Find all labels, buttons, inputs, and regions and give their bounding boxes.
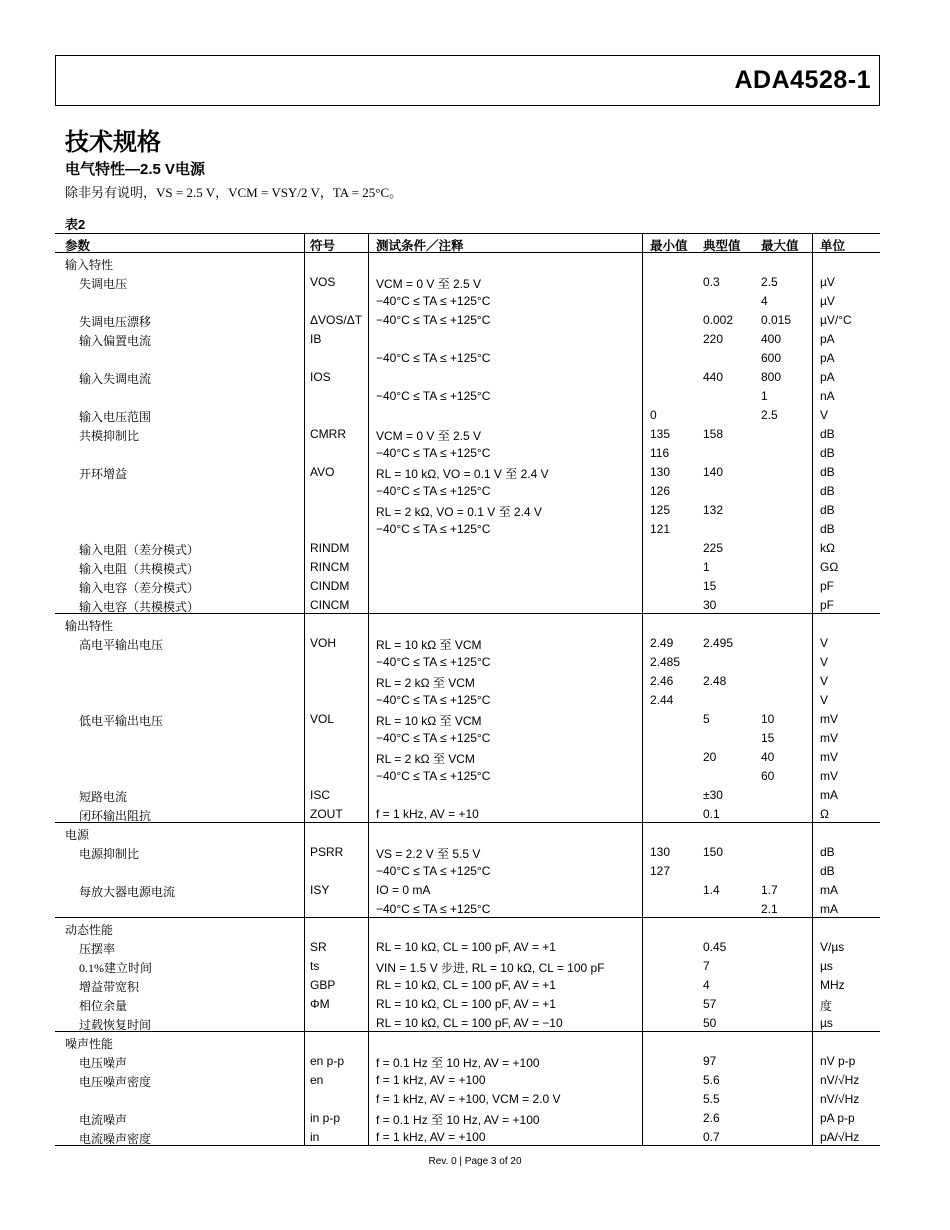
typ-cell: 0.3	[703, 275, 720, 289]
max-cell: 4	[761, 294, 768, 308]
table-row	[55, 348, 880, 367]
unit-cell: dB	[820, 845, 835, 859]
param-cell: 高电平输出电压	[79, 638, 164, 652]
typ-cell: 5	[703, 712, 710, 726]
symbol-cell: RINCM	[310, 560, 350, 574]
condition-cell: VS = 2.2 V 至 5.5 V	[376, 847, 481, 861]
table-row	[55, 424, 880, 443]
param-cell: 输出特性	[65, 619, 114, 633]
unit-cell: pA	[820, 370, 835, 384]
max-cell: 800	[761, 370, 782, 384]
unit-cell: mV	[820, 712, 838, 726]
table-body	[55, 253, 880, 1146]
condition-cell: −40°C ≤ TA ≤ +125°C	[376, 294, 491, 308]
unit-cell: dB	[820, 484, 835, 498]
symbol-cell: IB	[310, 332, 322, 346]
col-header-unit: 单位	[820, 239, 846, 253]
section-header-row	[55, 253, 880, 272]
param-cell: 电压噪声	[79, 1056, 128, 1070]
unit-cell: pA	[820, 332, 835, 346]
section-header-row	[55, 918, 880, 937]
param-cell: 输入电压范围	[79, 410, 152, 424]
table-row	[55, 405, 880, 424]
table-row	[55, 1013, 880, 1032]
table-row	[55, 386, 880, 405]
condition-cell: RL = 2 kΩ 至 VCM	[376, 676, 475, 690]
unit-cell: mA	[820, 883, 838, 897]
typ-cell: 2.495	[703, 636, 734, 650]
condition-cell: f = 1 kHz, AV = +100	[376, 1073, 486, 1087]
typ-cell: 440	[703, 370, 724, 384]
typ-cell: 0.45	[703, 940, 727, 954]
param-cell: 输入电容（共模模式）	[79, 600, 200, 614]
param-cell: 短路电流	[79, 790, 128, 804]
min-cell: 116	[650, 446, 670, 460]
condition-cell: RL = 2 kΩ, VO = 0.1 V 至 2.4 V	[376, 505, 542, 519]
min-cell: 2.46	[650, 674, 674, 688]
table-row	[55, 937, 880, 956]
symbol-cell: CINCM	[310, 598, 350, 612]
symbol-cell: RINDM	[310, 541, 350, 555]
typ-cell: 5.5	[703, 1092, 720, 1106]
condition-cell: −40°C ≤ TA ≤ +125°C	[376, 655, 491, 669]
min-cell: 0	[650, 408, 657, 422]
symbol-cell: CINDM	[310, 579, 350, 593]
symbol-cell: GBP	[310, 978, 336, 992]
condition-cell: IO = 0 mA	[376, 883, 431, 897]
condition-cell: VCM = 0 V 至 2.5 V	[376, 277, 482, 291]
col-header-max: 最大值	[761, 239, 799, 253]
typ-cell: 220	[703, 332, 724, 346]
table-row	[55, 1127, 880, 1146]
condition-cell: VCM = 0 V 至 2.5 V	[376, 429, 482, 443]
min-cell: 127	[650, 864, 671, 878]
max-cell: 0.015	[761, 313, 792, 327]
param-cell: 电流噪声	[79, 1113, 128, 1127]
unit-cell: V	[820, 408, 829, 422]
condition-cell: RL = 2 kΩ 至 VCM	[376, 752, 475, 766]
condition-cell: f = 1 kHz, AV = +100, VCM = 2.0 V	[376, 1092, 561, 1106]
symbol-cell: ZOUT	[310, 807, 343, 821]
unit-cell: pA/√Hz	[820, 1130, 860, 1144]
table-row	[55, 367, 880, 386]
typ-cell: 30	[703, 598, 717, 612]
param-cell: 失调电压漂移	[79, 315, 152, 329]
condition-cell: RL = 10 kΩ, CL = 100 pF, AV = +1	[376, 978, 556, 992]
param-cell: 每放大器电源电流	[79, 885, 176, 899]
table-row	[55, 272, 880, 291]
condition-cell: RL = 10 kΩ, CL = 100 pF, AV = −10	[376, 1016, 563, 1030]
table-row	[55, 462, 880, 481]
symbol-cell: PSRR	[310, 845, 344, 859]
spec-table	[55, 233, 880, 1146]
unit-cell: µs	[820, 1016, 833, 1030]
symbol-cell: ISC	[310, 788, 331, 802]
param-cell: 电流噪声密度	[79, 1132, 152, 1146]
max-cell: 15	[761, 731, 775, 745]
unit-cell: pF	[820, 579, 835, 593]
condition-cell: RL = 10 kΩ 至 VCM	[376, 638, 482, 652]
param-cell: 增益带宽积	[79, 980, 140, 994]
param-cell: 电压噪声密度	[79, 1075, 152, 1089]
typ-cell: 0.7	[703, 1130, 720, 1144]
param-cell: 噪声性能	[65, 1037, 114, 1051]
unit-cell: kΩ	[820, 541, 835, 555]
param-cell: 动态性能	[65, 923, 114, 937]
condition-cell: RL = 10 kΩ, VO = 0.1 V 至 2.4 V	[376, 467, 549, 481]
symbol-cell: ts	[310, 959, 320, 973]
table-row	[55, 652, 880, 671]
unit-cell: µV/°C	[820, 313, 852, 327]
param-cell: 输入特性	[65, 258, 114, 272]
table-row	[55, 1051, 880, 1070]
table-row	[55, 310, 880, 329]
min-cell: 130	[650, 845, 671, 859]
condition-cell: −40°C ≤ TA ≤ +125°C	[376, 693, 491, 707]
table-row	[55, 861, 880, 880]
condition-cell: RL = 10 kΩ 至 VCM	[376, 714, 482, 728]
symbol-cell: VOH	[310, 636, 337, 650]
col-header-typ: 典型值	[703, 239, 741, 253]
table-row	[55, 899, 880, 918]
min-cell: 121	[650, 522, 671, 536]
table-row	[55, 671, 880, 690]
max-cell: 2.1	[761, 902, 778, 916]
column-divider	[812, 233, 813, 1146]
typ-cell: 50	[703, 1016, 717, 1030]
symbol-cell: SR	[310, 940, 327, 954]
unit-cell: mV	[820, 750, 838, 764]
table-row	[55, 842, 880, 861]
table-row	[55, 538, 880, 557]
typ-cell: ±30	[703, 788, 723, 802]
table-row	[55, 880, 880, 899]
max-cell: 10	[761, 712, 775, 726]
param-cell: 输入失调电流	[79, 372, 152, 386]
param-cell: 开环增益	[79, 467, 128, 481]
col-header-min: 最小值	[650, 239, 688, 253]
typ-cell: 97	[703, 1054, 717, 1068]
param-cell: 低电平输出电压	[79, 714, 164, 728]
symbol-cell: VOL	[310, 712, 335, 726]
param-cell: 相位余量	[79, 999, 128, 1013]
typ-cell: 2.48	[703, 674, 727, 688]
unit-cell: pA	[820, 351, 835, 365]
column-divider	[368, 233, 369, 1146]
param-cell: 0.1%建立时间	[79, 961, 152, 975]
min-cell: 2.49	[650, 636, 674, 650]
condition-cell: RL = 10 kΩ, CL = 100 pF, AV = +1	[376, 997, 556, 1011]
table-row	[55, 1089, 880, 1108]
typ-cell: 20	[703, 750, 717, 764]
table-row	[55, 557, 880, 576]
condition-cell: −40°C ≤ TA ≤ +125°C	[376, 446, 491, 460]
param-cell: 过载恢复时间	[79, 1018, 152, 1032]
unit-cell: dB	[820, 522, 835, 536]
param-cell: 电源	[65, 828, 90, 842]
param-cell: 共模抑制比	[79, 429, 140, 443]
unit-cell: pF	[820, 598, 835, 612]
max-cell: 60	[761, 769, 775, 783]
unit-cell: µV	[820, 294, 835, 308]
param-cell: 电源抑制比	[79, 847, 140, 861]
table-row	[55, 747, 880, 766]
symbol-cell: CMRR	[310, 427, 346, 441]
typ-cell: 1	[703, 560, 710, 574]
table-row	[55, 728, 880, 747]
condition-cell: f = 1 kHz, AV = +100	[376, 1130, 486, 1144]
unit-cell: mA	[820, 788, 838, 802]
header-box	[55, 55, 880, 106]
table-row	[55, 443, 880, 462]
condition-cell: RL = 10 kΩ, CL = 100 pF, AV = +1	[376, 940, 556, 954]
section-header-row	[55, 1032, 880, 1051]
typ-cell: 140	[703, 465, 724, 479]
min-cell: 126	[650, 484, 671, 498]
table-row	[55, 576, 880, 595]
param-cell: 输入偏置电流	[79, 334, 152, 348]
conditions-note: 除非另有说明，VS = 2.5 V，VCM = VSY/2 V，TA = 25°C。	[65, 185, 403, 200]
param-cell: 压摆率	[79, 942, 116, 956]
unit-cell: V	[820, 655, 829, 669]
typ-cell: 132	[703, 503, 724, 517]
condition-cell: −40°C ≤ TA ≤ +125°C	[376, 864, 491, 878]
section-subtitle: 电气特性—2.5 V电源	[65, 161, 206, 178]
unit-cell: mA	[820, 902, 838, 916]
unit-cell: µV	[820, 275, 835, 289]
typ-cell: 0.1	[703, 807, 720, 821]
unit-cell: mV	[820, 731, 838, 745]
symbol-cell: ISY	[310, 883, 330, 897]
condition-cell: −40°C ≤ TA ≤ +125°C	[376, 522, 491, 536]
max-cell: 2.5	[761, 275, 778, 289]
table-row	[55, 500, 880, 519]
table-row	[55, 519, 880, 538]
table-row	[55, 329, 880, 348]
symbol-cell: ΔVOS/ΔT	[310, 313, 363, 327]
condition-cell: f = 0.1 Hz 至 10 Hz, AV = +100	[376, 1113, 540, 1127]
table-row	[55, 595, 880, 614]
unit-cell: dB	[820, 503, 835, 517]
min-cell: 2.44	[650, 693, 674, 707]
unit-cell: mV	[820, 769, 838, 783]
min-cell: 130	[650, 465, 671, 479]
table-row	[55, 994, 880, 1013]
column-divider	[304, 233, 305, 1146]
typ-cell: 5.6	[703, 1073, 720, 1087]
condition-cell: VIN = 1.5 V 步进, RL = 10 kΩ, CL = 100 pF	[376, 961, 605, 975]
unit-cell: nV/√Hz	[820, 1073, 860, 1087]
symbol-cell: ΦM	[310, 997, 330, 1011]
symbol-cell: VOS	[310, 275, 336, 289]
condition-cell: −40°C ≤ TA ≤ +125°C	[376, 484, 491, 498]
table-row	[55, 766, 880, 785]
condition-cell: −40°C ≤ TA ≤ +125°C	[376, 731, 491, 745]
unit-cell: µs	[820, 959, 833, 973]
condition-cell: f = 0.1 Hz 至 10 Hz, AV = +100	[376, 1056, 540, 1070]
typ-cell: 15	[703, 579, 717, 593]
param-cell: 输入电容（差分模式）	[79, 581, 200, 595]
table-label: 表2	[65, 217, 86, 232]
condition-cell: −40°C ≤ TA ≤ +125°C	[376, 902, 491, 916]
symbol-cell: en p-p	[310, 1054, 345, 1068]
param-cell: 失调电压	[79, 277, 128, 291]
unit-cell: MHz	[820, 978, 845, 992]
max-cell: 400	[761, 332, 782, 346]
typ-cell: 158	[703, 427, 724, 441]
unit-cell: nV p-p	[820, 1054, 856, 1068]
min-cell: 2.485	[650, 655, 681, 669]
table-row	[55, 481, 880, 500]
table-row	[55, 956, 880, 975]
typ-cell: 0.002	[703, 313, 734, 327]
table-header-row	[55, 233, 880, 253]
unit-cell: V	[820, 674, 829, 688]
unit-cell: V	[820, 636, 829, 650]
unit-cell: GΩ	[820, 560, 839, 574]
min-cell: 135	[650, 427, 671, 441]
column-divider	[642, 233, 643, 1146]
unit-cell: pA p-p	[820, 1111, 855, 1125]
page-footer: Rev. 0 | Page 3 of 20	[428, 1156, 522, 1167]
param-cell: 输入电阻（差分模式）	[79, 543, 200, 557]
table-row	[55, 1070, 880, 1089]
param-cell: 闭环输出阻抗	[79, 809, 152, 823]
symbol-cell: en	[310, 1073, 324, 1087]
condition-cell: −40°C ≤ TA ≤ +125°C	[376, 351, 491, 365]
typ-cell: 2.6	[703, 1111, 720, 1125]
unit-cell: Ω	[820, 807, 829, 821]
param-cell: 输入电阻（共模模式）	[79, 562, 200, 576]
table-row	[55, 709, 880, 728]
condition-cell: −40°C ≤ TA ≤ +125°C	[376, 769, 491, 783]
unit-cell: V	[820, 693, 829, 707]
table-row	[55, 975, 880, 994]
section-header-row	[55, 614, 880, 633]
col-header-symbol: 符号	[310, 239, 336, 253]
typ-cell: 4	[703, 978, 710, 992]
table-row	[55, 633, 880, 652]
max-cell: 600	[761, 351, 782, 365]
condition-cell: −40°C ≤ TA ≤ +125°C	[376, 313, 491, 327]
col-header-conditions: 测试条件／注释	[376, 239, 464, 253]
unit-cell: V/µs	[820, 940, 845, 954]
unit-cell: dB	[820, 427, 835, 441]
symbol-cell: in p-p	[310, 1111, 341, 1125]
condition-cell: f = 1 kHz, AV = +10	[376, 807, 479, 821]
part-number: ADA4528-1	[734, 66, 871, 94]
condition-cell: −40°C ≤ TA ≤ +125°C	[376, 389, 491, 403]
symbol-cell: AVO	[310, 465, 335, 479]
unit-cell: nA	[820, 389, 835, 403]
table-row	[55, 1108, 880, 1127]
min-cell: 125	[650, 503, 671, 517]
typ-cell: 1.4	[703, 883, 720, 897]
section-header-row	[55, 823, 880, 842]
max-cell: 2.5	[761, 408, 778, 422]
symbol-cell: IOS	[310, 370, 331, 384]
typ-cell: 57	[703, 997, 717, 1011]
typ-cell: 7	[703, 959, 710, 973]
symbol-cell: in	[310, 1130, 320, 1144]
max-cell: 40	[761, 750, 775, 764]
table-row	[55, 785, 880, 804]
typ-cell: 225	[703, 541, 724, 555]
typ-cell: 150	[703, 845, 724, 859]
unit-cell: dB	[820, 446, 835, 460]
unit-cell: 度	[820, 999, 833, 1013]
unit-cell: dB	[820, 465, 835, 479]
unit-cell: nV/√Hz	[820, 1092, 860, 1106]
table-row	[55, 804, 880, 823]
section-title: 技术规格	[65, 129, 161, 156]
table-row	[55, 690, 880, 709]
max-cell: 1.7	[761, 883, 778, 897]
max-cell: 1	[761, 389, 768, 403]
unit-cell: dB	[820, 864, 835, 878]
table-row	[55, 291, 880, 310]
col-header-parameter: 参数	[65, 239, 91, 253]
